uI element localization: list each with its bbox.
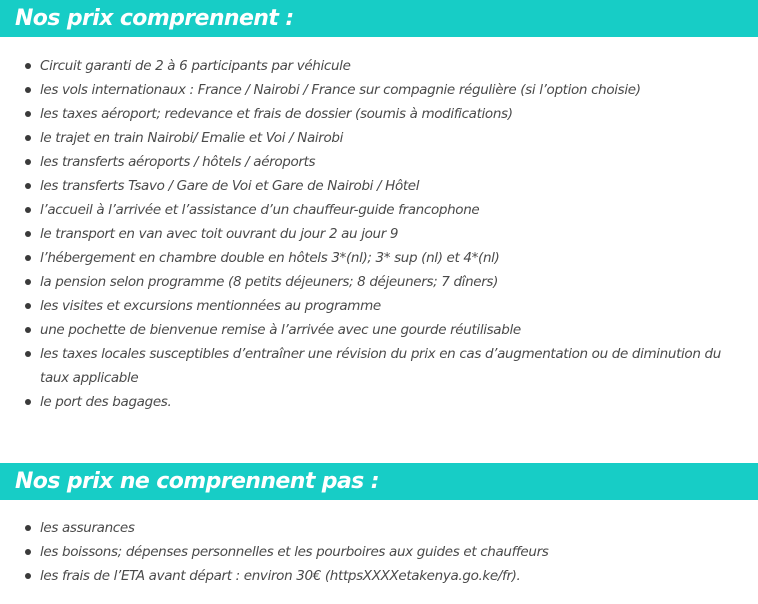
bullet-icon <box>25 351 31 357</box>
list-item-text: les frais de l’ETA avant départ : environ 30€ (httpsXXXXetakenya.go.ke/fr). <box>40 568 521 584</box>
bullet-icon <box>25 303 31 309</box>
list-item-text: le trajet en train Nairobi/ Emalie et Voi / Nairobi <box>40 130 343 146</box>
list-item-text: les visites et excursions mentionnées au programme <box>40 298 381 314</box>
bullet-icon <box>25 399 31 405</box>
list-item-text: les transferts Tsavo / Gare de Voi et Gare de Nairobi / Hôtel <box>40 178 420 194</box>
list-item-text: les assurances <box>40 520 135 536</box>
list-item <box>0 126 740 150</box>
list-item-text: les boissons; dépenses personnelles et les pourboires aux guides et chauffeurs <box>40 544 549 560</box>
bullet-icon <box>25 63 31 69</box>
list-item-text: le transport en van avec toit ouvrant du jour 2 au jour 9 <box>40 226 399 242</box>
included-items-list <box>0 54 740 414</box>
bullet-icon <box>25 549 31 555</box>
list-item <box>0 198 740 222</box>
list-item <box>0 270 740 294</box>
included-section-title: Nos prix comprennent : <box>15 6 294 31</box>
list-item <box>0 318 740 342</box>
bullet-icon <box>25 135 31 141</box>
list-item <box>0 540 740 564</box>
list-item <box>0 516 740 540</box>
list-item-text: les transferts aéroports / hôtels / aéroports <box>40 154 316 170</box>
list-item-text: les taxes locales susceptibles d’entraîner une révision du prix en cas d’augmentation ou de diminution du taux applicable <box>40 346 721 386</box>
list-item-text: les taxes aéroport; redevance et frais de dossier (soumis à modifications) <box>40 106 513 122</box>
list-item <box>0 564 740 588</box>
list-item <box>0 390 740 414</box>
included-section-header <box>0 0 758 37</box>
list-item <box>0 222 740 246</box>
bullet-icon <box>25 255 31 261</box>
bullet-icon <box>25 183 31 189</box>
excluded-section-header <box>0 463 758 500</box>
list-item <box>0 102 740 126</box>
list-item <box>0 342 740 390</box>
bullet-icon <box>25 525 31 531</box>
excluded-items-list <box>0 516 740 588</box>
bullet-icon <box>25 111 31 117</box>
bullet-icon <box>25 231 31 237</box>
excluded-section-title: Nos prix ne comprennent pas : <box>15 469 379 494</box>
list-item <box>0 246 740 270</box>
bullet-icon <box>25 279 31 285</box>
list-item-text: les vols internationaux : France / Nairobi / France sur compagnie régulière (si l’option choisie) <box>40 82 641 98</box>
list-item-text: l’accueil à l’arrivée et l’assistance d’un chauffeur-guide francophone <box>40 202 480 218</box>
list-item-text: une pochette de bienvenue remise à l’arrivée avec une gourde réutilisable <box>40 322 521 338</box>
list-item-text: la pension selon programme (8 petits déjeuners; 8 déjeuners; 7 dîners) <box>40 274 499 290</box>
list-item <box>0 174 740 198</box>
list-item-text: Circuit garanti de 2 à 6 participants par véhicule <box>40 58 351 74</box>
bullet-icon <box>25 159 31 165</box>
bullet-icon <box>25 207 31 213</box>
bullet-icon <box>25 87 31 93</box>
bullet-icon <box>25 573 31 579</box>
list-item-text: le port des bagages. <box>40 394 172 410</box>
list-item <box>0 54 740 78</box>
bullet-icon <box>25 327 31 333</box>
list-item-text: l’hébergement en chambre double en hôtels 3*(nl); 3* sup (nl) et 4*(nl) <box>40 250 500 266</box>
list-item <box>0 294 740 318</box>
list-item <box>0 150 740 174</box>
list-item <box>0 78 740 102</box>
